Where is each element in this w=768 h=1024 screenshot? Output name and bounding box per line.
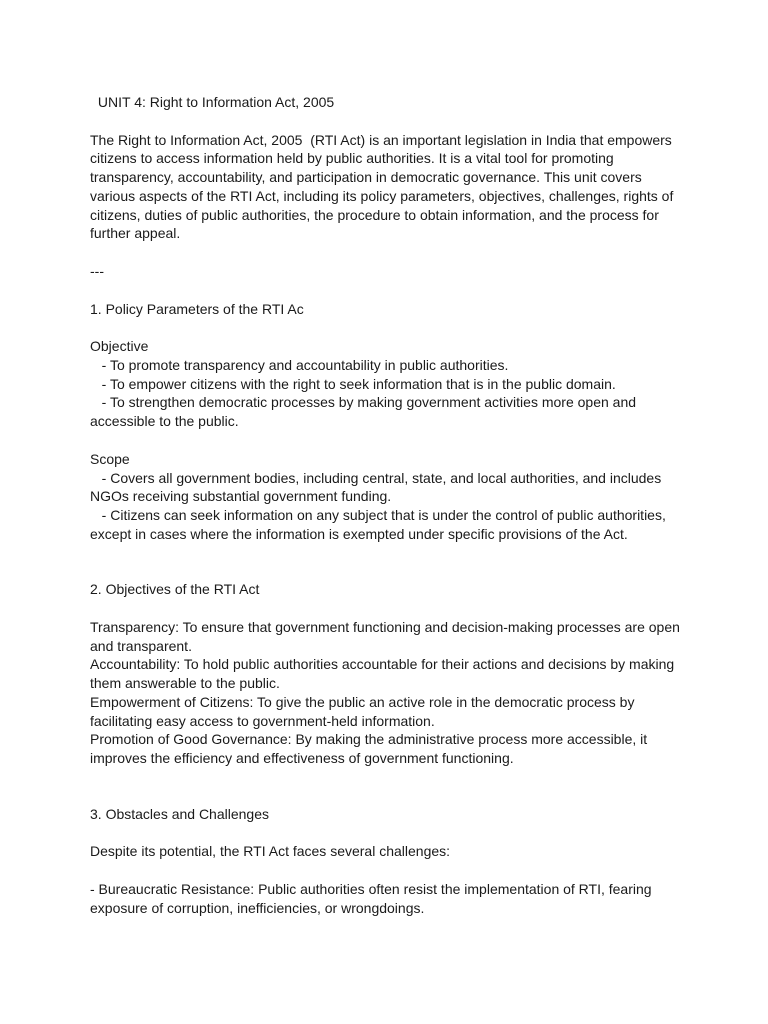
objective-point: Transparency: To ensure that government functioning and decision-making processes are open and transparent. xyxy=(90,619,684,654)
section3-heading: 3. Obstacles and Challenges xyxy=(90,805,269,822)
objective-item: - To promote transparency and accountability in public authorities. xyxy=(90,357,509,374)
objective-point: Accountability: To hold public authorities accountable for their actions and decisions by making them answerable to the public. xyxy=(90,656,679,692)
section3-intro: Despite its potential, the RTI Act faces several challenges: xyxy=(90,843,451,860)
objective-point: Empowerment of Citizens: To give the public an active role in the democratic process by facilitating easy access to government-held information. xyxy=(90,693,639,729)
section2-heading: 2. Objectives of the RTI Act xyxy=(90,581,260,598)
challenge-item: - Bureaucratic Resistance: Public authorities often resist the implementation of RTI, fearing exposure of corruption, inefficiencies, or wrongdoings. xyxy=(90,881,656,916)
scope-label: Scope xyxy=(90,450,130,467)
objective-item: - To empower citizens with the right to seek information that is in the public domain. xyxy=(90,375,616,392)
section-separator: --- xyxy=(90,262,104,279)
scope-item: - Covers all government bodies, including central, state, and local authorities, and includes NGOs receiving substantial government funding. xyxy=(90,469,666,505)
objective-point: Promotion of Good Governance: By making the administrative process more accessible, it improves the efficiency and effectiveness of government functioning. xyxy=(90,731,652,766)
section1-heading: 1. Policy Parameters of the RTI Ac xyxy=(90,300,304,317)
intro-paragraph: The Right to Information Act, 2005 (RTI Act) is an important legislation in India that empowers citizens to access information held by public authorities. It is a vital tool for promoting transparency, accountability, and participation in democratic governance. This unit covers various aspects of the RTI Act, including its policy parameters, objectives, challenges, rights of citizens, duties of public authorities, the procedure to obtain information, and the process for further appeal. xyxy=(90,131,678,242)
document-page xyxy=(90,93,684,918)
objective-item: - To strengthen democratic processes by making government activities more open and accessible to the public. xyxy=(90,394,640,430)
document-title: UNIT 4: Right to Information Act, 2005 xyxy=(94,94,335,110)
scope-item: - Citizens can seek information on any subject that is under the control of public authorities, except in cases where the information is exempted under specific provisions of the Act. xyxy=(90,506,670,542)
objective-label: Objective xyxy=(90,338,149,355)
